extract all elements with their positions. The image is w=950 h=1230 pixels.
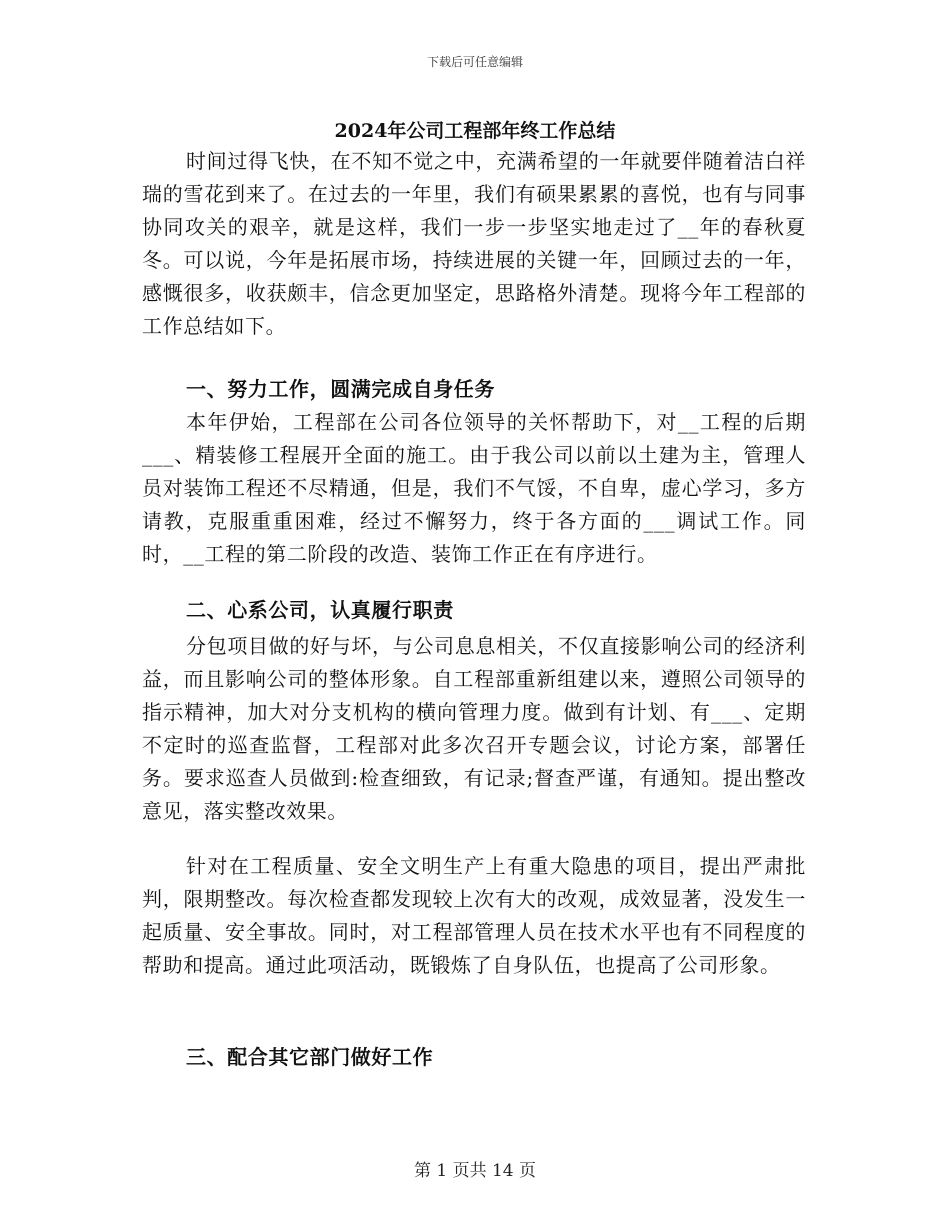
section-2-heading: 二、心系公司，认真履行职责: [186, 598, 454, 622]
page-footer: 第 1 页共 14 页: [413, 1161, 537, 1181]
section-1-heading: 一、努力工作，圆满完成自身任务: [186, 377, 495, 401]
section-1-paragraph: 本年伊始，工程部在公司各位领导的关怀帮助下，对__工程的后期___、精装修工程展开全面的施工。由于我公司以前以土建为主，管理人员对装饰工程还不尽精通，但是，我们不气馁，不自卑，虚心学习，多方请教，克服重重困难，经过不懈努力，终于各方面的___调试工作。同时，__工程的第二阶段的改造、装饰工作正在有序进行。: [142, 410, 806, 566]
section-3-heading: 三、配合其它部门做好工作: [186, 1045, 434, 1069]
section-2-paragraph-2: 针对在工程质量、安全文明生产上有重大隐患的项目，提出严肃批判，限期整改。每次检查都发现较上次有大的改观，成效显著，没发生一起质量、安全事故。同时，对工程部管理人员在技术水平也有不同程度的帮助和提高。通过此项活动，既锻炼了自身队伍，也提高了公司形象。: [142, 854, 806, 977]
header-note: 下载后可任意编辑: [426, 55, 523, 69]
intro-paragraph: 时间过得飞快，在不知不觉之中，充满希望的一年就要伴随着洁白祥瑞的雪花到来了。在过去的一年里，我们有硕果累累的喜悦，也有与同事协同攻关的艰辛，就是这样，我们一步一步坚实地走过了__年的春秋夏冬。可以说，今年是拓展市场，持续进展的关键一年，回顾过去的一年，感慨很多，收获颇丰，信念更加坚定，思路格外清楚。现将今年工程部的工作总结如下。: [142, 149, 806, 338]
document-title: 2024年公司工程部年终工作总结: [334, 120, 616, 142]
section-2-paragraph-1: 分包项目做的好与坏，与公司息息相关，不仅直接影响公司的经济利益，而且影响公司的整体形象。自工程部重新组建以来，遵照公司领导的指示精神，加大对分支机构的横向管理力度。做到有计划、有___、定期不定时的巡查监督，工程部对此多次召开专题会议，讨论方案，部署任务。要求巡查人员做到:检查细致，有记录;督查严谨，有通知。提出整改意见，落实整改效果。: [142, 634, 806, 823]
